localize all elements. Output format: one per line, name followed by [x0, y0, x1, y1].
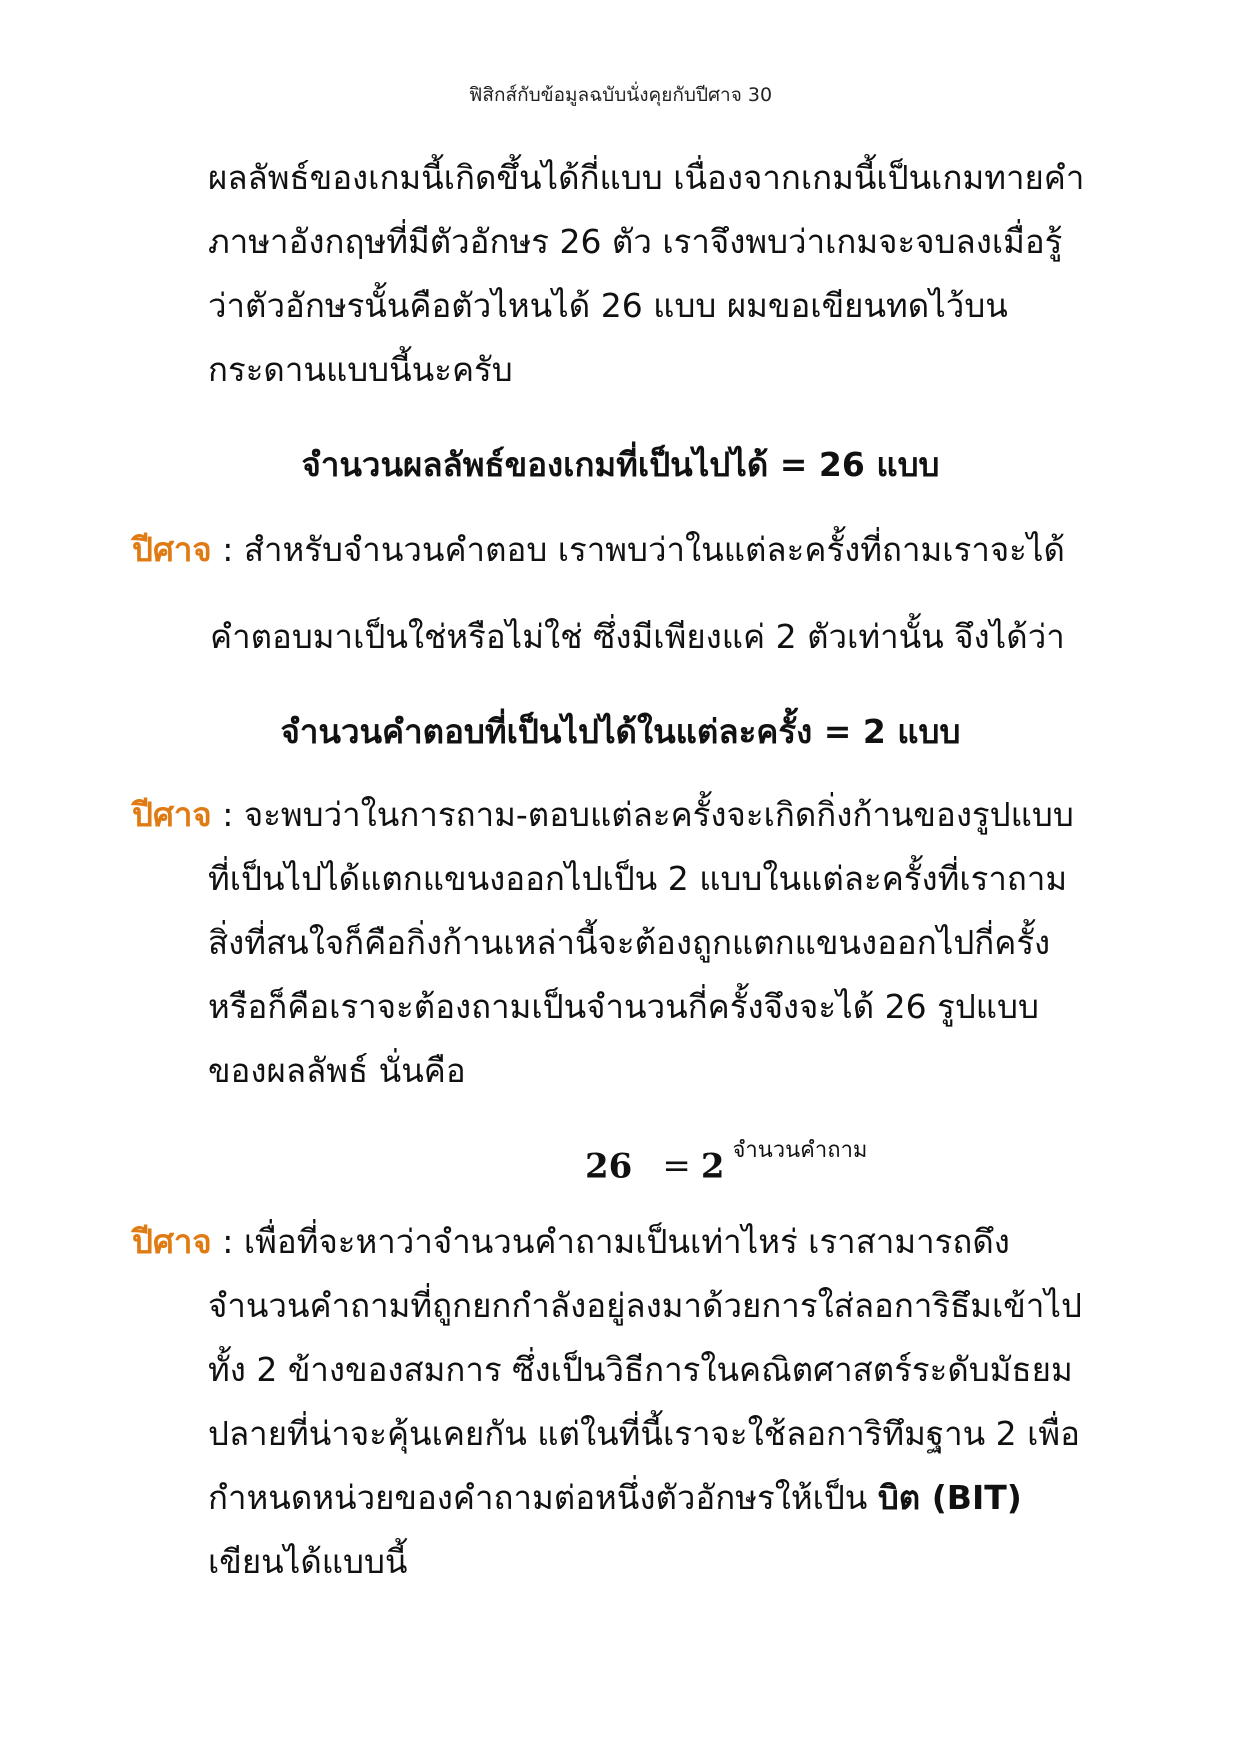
intro-line: ผลลัพธ์ของเกมนี้เกิดขึ้นได้กี่แบบ เนื่องจากเกมนี้เป็นเกมทายคำ — [208, 158, 1085, 197]
speaker-label: ปีศาจ — [132, 530, 212, 569]
dialogue-text: กำหนดหน่วยของคำถามต่อหนึ่งตัวอักษรให้เป็น — [208, 1478, 878, 1517]
dialogue-text: : เพื่อที่จะหาว่าจำนวนคำถามเป็นเท่าไหร่ เราสามารถดึง — [211, 1222, 1010, 1261]
intro-paragraph — [208, 146, 1158, 402]
dialogue-line: ปลายที่น่าจะคุ้นเคยกัน แต่ในที่นี้เราจะใช้ลอการิทึมฐาน 2 เพื่อ — [208, 1414, 1080, 1453]
dialogue-line: เขียนได้แบบนี้ — [208, 1542, 408, 1581]
dialogue-line: หรือก็คือเราจะต้องถามเป็นจำนวนกี่ครั้งจึงจะได้ 26 รูปแบบ — [208, 987, 1039, 1026]
dialogue-2-body — [208, 847, 1158, 1103]
dialogue-line: ของผลลัพธ์ นั่นคือ — [208, 1051, 466, 1090]
dialogue-2-first-line — [132, 783, 1162, 847]
bit-term: บิต (BIT) — [877, 1478, 1022, 1517]
dialogue-line: คำตอบมาเป็นใช่หรือไม่ใช่ ซึ่งมีเพียงแค่ 2 ตัวเท่านั้น จึงได้ว่า — [210, 617, 1065, 656]
intro-line: กระดานแบบนี้นะครับ — [208, 350, 513, 389]
speaker-label: ปีศาจ — [132, 795, 212, 834]
dialogue-text: : จะพบว่าในการถาม-ตอบแต่ละครั้งจะเกิดกิ่งก้านของรูปแบบ — [211, 795, 1074, 834]
summary-outcomes: จำนวนผลลัพธ์ของเกมที่เป็นไปได้ = 26 แบบ — [301, 445, 940, 484]
dialogue-line: ที่เป็นไปได้แตกแขนงออกไปเป็น 2 แบบในแต่ละครั้งที่เราถาม — [208, 859, 1068, 898]
equation-base: 2 — [700, 1146, 725, 1187]
speaker-label: ปีศาจ — [132, 1222, 212, 1261]
equation-equals: = — [662, 1146, 691, 1187]
running-header: ฟิสิกส์กับข้อมูลฉบับนั่งคุยกับปีศาจ 30 — [468, 84, 773, 106]
dialogue-3-first-line — [132, 1210, 1162, 1274]
summary-answers: จำนวนคำตอบที่เป็นไปได้ในแต่ละครั้ง = 2 แบบ — [280, 712, 961, 751]
dialogue-1-second-line — [210, 605, 1160, 669]
dialogue-3-body — [208, 1274, 1158, 1594]
intro-line: ว่าตัวอักษรนั้นคือตัวไหนได้ 26 แบบ ผมขอเขียนทดไว้บน — [208, 286, 1008, 325]
equation-lhs: 26 — [585, 1146, 633, 1187]
intro-line: ภาษาอังกฤษที่มีตัวอักษร 26 ตัว เราจึงพบว่าเกมจะจบลงเมื่อรู้ — [208, 222, 1063, 261]
dialogue-text: : สำหรับจำนวนคำตอบ เราพบว่าในแต่ละครั้งที่ถามเราจะได้ — [211, 530, 1065, 569]
dialogue-line: จำนวนคำถามที่ถูกยกกำลังอยู่ลงมาด้วยการใส่ลอการิธึมเข้าไป — [208, 1286, 1082, 1325]
equation-exponent: จำนวนคำถาม — [732, 1138, 868, 1163]
dialogue-line-bit — [208, 1466, 1158, 1530]
dialogue-line: สิ่งที่สนใจก็คือกิ่งก้านเหล่านี้จะต้องถูกแตกแขนงออกไปกี่ครั้ง — [208, 923, 1051, 962]
dialogue-line: ทั้ง 2 ข้างของสมการ ซึ่งเป็นวิธีการในคณิตศาสตร์ระดับมัธยม — [208, 1350, 1073, 1389]
dialogue-1-first-line — [132, 518, 1162, 582]
equation — [585, 1140, 867, 1186]
